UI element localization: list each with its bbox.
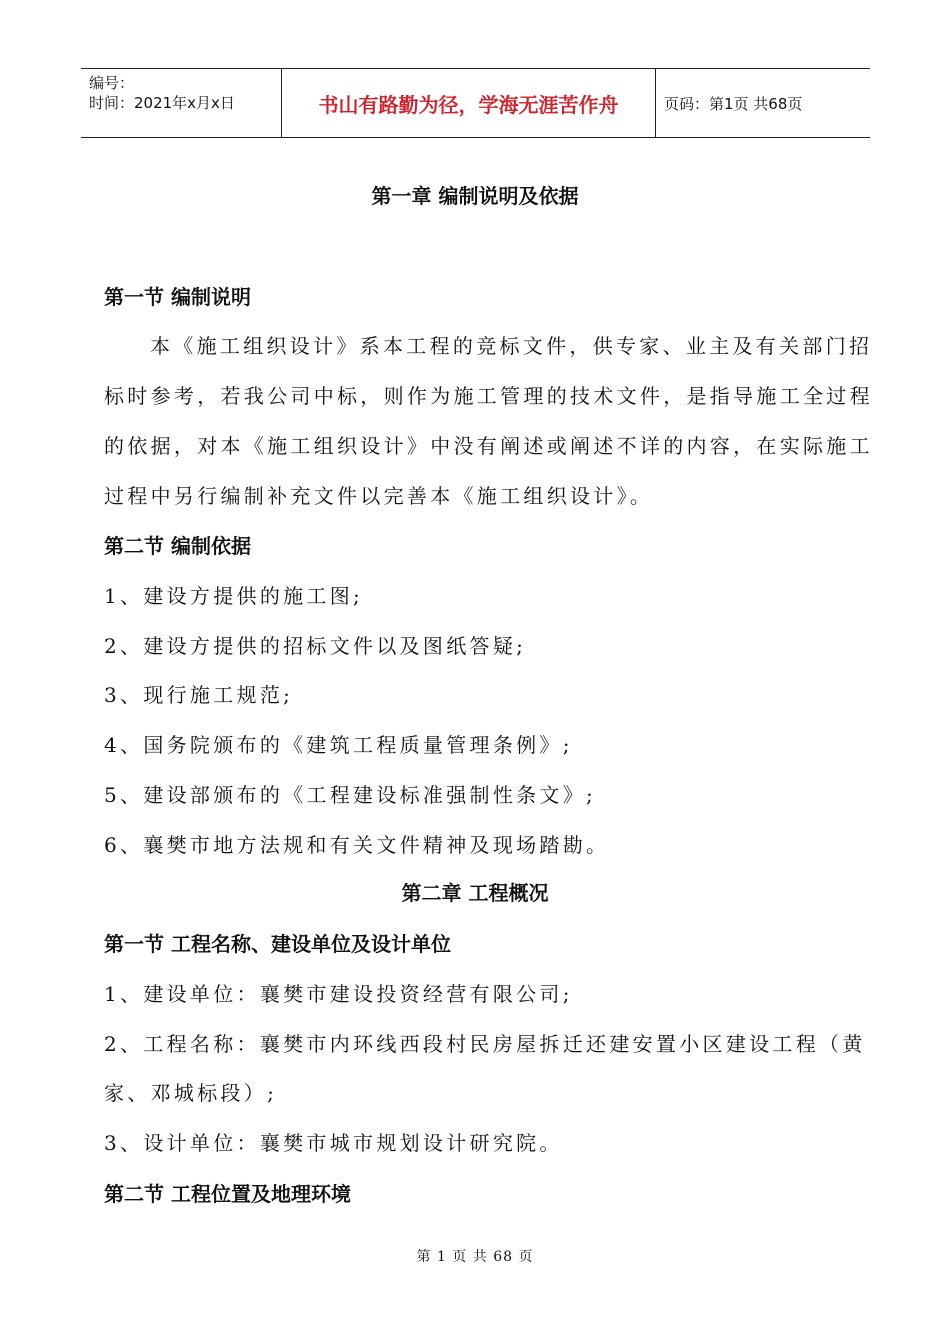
page-footer: 第 1 页 共 68 页 [416, 1249, 534, 1265]
basis-item: 4、国务院颁布的《建筑工程质量管理条例》; [104, 733, 573, 757]
project-item: 3、设计单位：襄樊市城市规划设计研究院。 [104, 1131, 563, 1155]
header-left-cell [89, 73, 279, 113]
paragraph-line: 过程中另行编制补充文件以完善本《施工组织设计》。 [104, 484, 654, 508]
chapter-1-title: 第一章 编制说明及依据 [371, 184, 579, 208]
page-header-table [81, 68, 870, 138]
header-motto: 书山有路勤为径，学海无涯苦作舟 [318, 92, 619, 117]
section-3-title: 第一节 工程名称、建设单位及设计单位 [104, 932, 451, 956]
basis-item: 5、建设部颁布的《工程建设标准强制性条文》; [104, 783, 597, 807]
section-4-title: 第二节 工程位置及地理环境 [104, 1182, 351, 1206]
document-number-label: 编号： [89, 74, 135, 92]
basis-item: 3、现行施工规范; [104, 683, 294, 707]
project-item: 1、建设单位：襄樊市建设投资经营有限公司; [104, 982, 573, 1006]
section-2-title: 第二节 编制依据 [104, 534, 251, 558]
project-item: 家、邓城标段）; [104, 1081, 278, 1105]
paragraph-line: 的依据，对本《施工组织设计》中没有阐述或阐述不详的内容，在实际施工 [104, 434, 873, 458]
document-date: 时间：2021年x月x日 [89, 94, 235, 112]
basis-item: 2、建设方提供的招标文件以及图纸答疑; [104, 634, 527, 658]
paragraph-line: 标时参考，若我公司中标，则作为施工管理的技术文件，是指导施工全过程 [104, 384, 873, 408]
header-divider [655, 69, 656, 137]
basis-item: 6、襄樊市地方法规和有关文件精神及现场踏勘。 [104, 833, 610, 857]
basis-item: 1、建设方提供的施工图; [104, 584, 364, 608]
project-item: 2、工程名称：襄樊市内环线西段村民房屋拆迁还建安置小区建设工程（黄 [104, 1032, 866, 1056]
header-page-info: 页码：第1页 共68页 [664, 94, 803, 113]
section-1-title: 第一节 编制说明 [104, 285, 251, 309]
paragraph-line: 本《施工组织设计》系本工程的竞标文件，供专家、业主及有关部门招 [150, 334, 873, 358]
chapter-2-title: 第二章 工程概况 [401, 881, 549, 905]
